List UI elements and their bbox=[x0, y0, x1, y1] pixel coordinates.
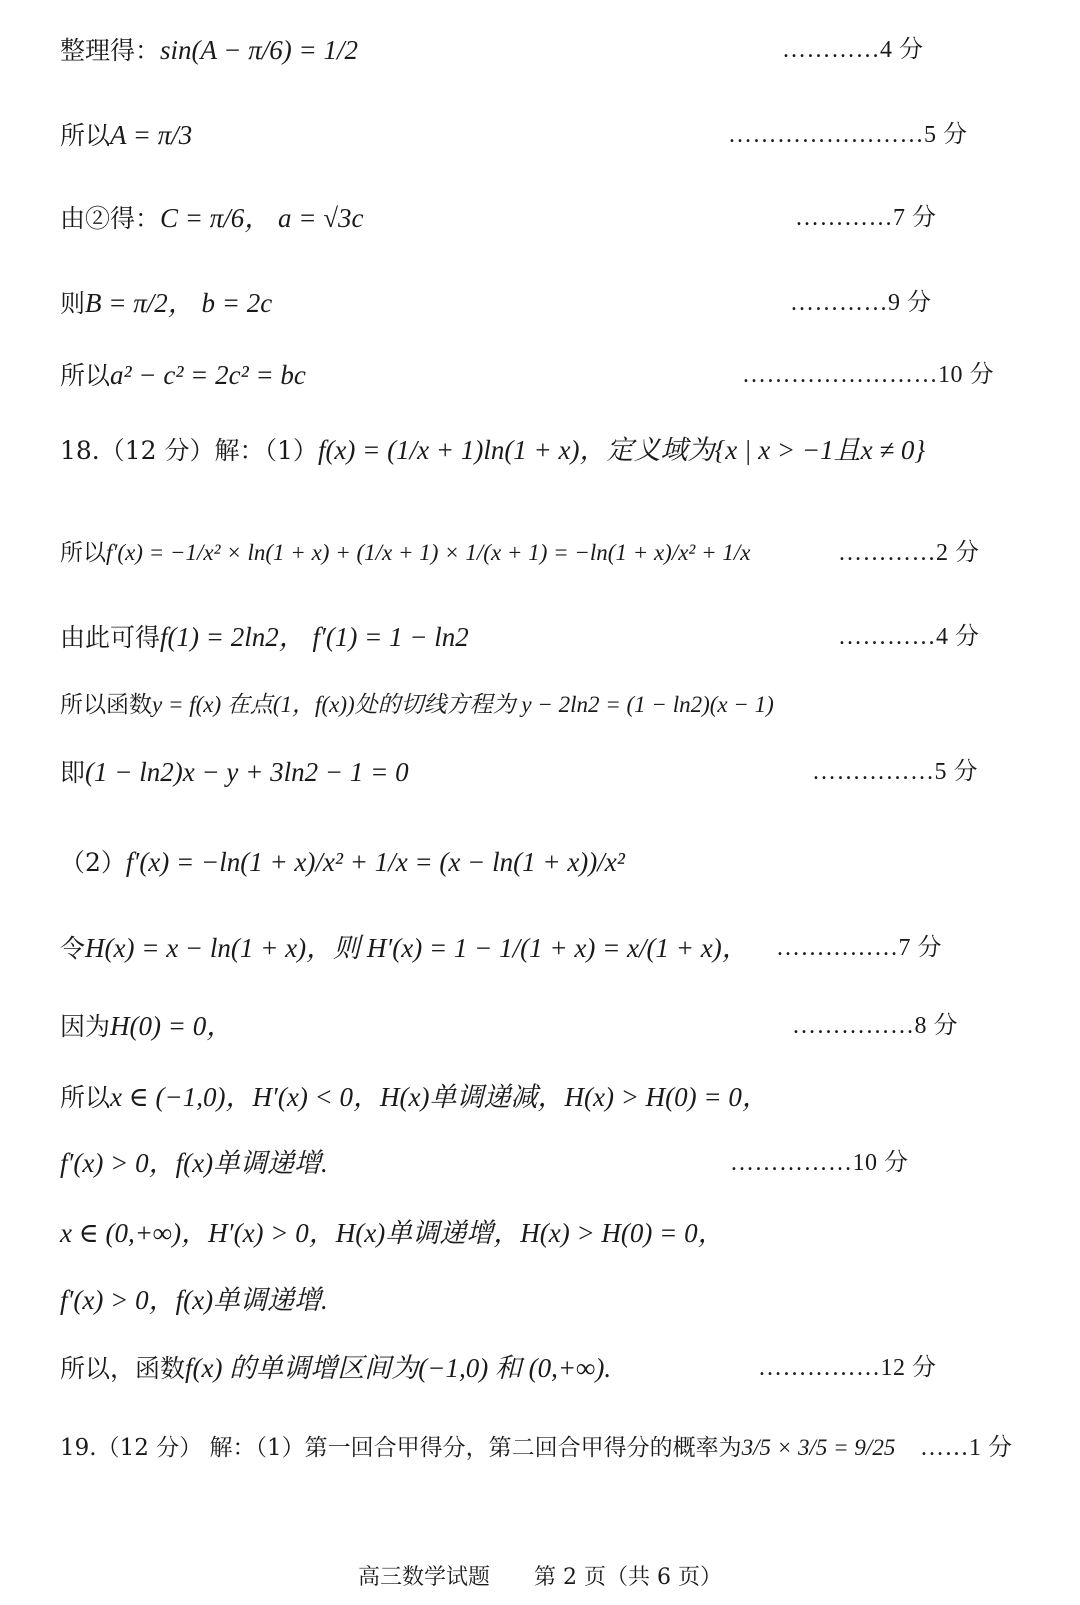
solution-line bbox=[60, 115, 1020, 156]
score-mark: ……………8 分 bbox=[792, 1013, 958, 1039]
solution-line bbox=[60, 30, 1020, 71]
line-prefix: 即 bbox=[60, 758, 86, 787]
line-prefix: 所以 bbox=[60, 540, 106, 566]
solution-line bbox=[60, 842, 1020, 883]
score-mark: ……………7 分 bbox=[776, 935, 942, 961]
score-mark: …………4 分 bbox=[782, 37, 924, 63]
formula: H(0) = 0， bbox=[110, 1011, 234, 1041]
score-mark: ……1 分 bbox=[920, 1435, 1013, 1461]
line-prefix: 所以 bbox=[60, 121, 111, 150]
formula: f(x) = (1/x + 1)ln(1 + x)，定义域为{x | x > −1且x ≠ 0} bbox=[317, 435, 926, 465]
page-footer: 高三数学试题 第 2 页（共 6 页） bbox=[358, 1565, 722, 1590]
solution-line bbox=[60, 1348, 1020, 1389]
score-mark: ……………5 分 bbox=[812, 759, 978, 785]
solution-line bbox=[60, 617, 1020, 658]
line-prefix: 19.（12 分） 解：（1）第一回合甲得分，第二回合甲得分的概率为 bbox=[60, 1435, 742, 1461]
formula: f′(x) = −1/x² × ln(1 + x) + (1/x + 1) × 1/(x + 1) = −ln(1 + x)/x² + 1/x bbox=[106, 540, 751, 565]
formula: a² − c² = 2c² = bc bbox=[110, 360, 306, 390]
line-prefix: 由此可得 bbox=[60, 623, 161, 652]
score-mark: ……………10 分 bbox=[730, 1150, 909, 1176]
score-mark: …………7 分 bbox=[795, 205, 937, 231]
formula: f′(x) > 0，f(x)单调递增. bbox=[60, 1148, 328, 1178]
line-prefix: 所以函数 bbox=[60, 692, 152, 718]
score-mark: …………2 分 bbox=[838, 540, 980, 566]
formula: 3/5 × 3/5 = 9/25 bbox=[741, 1435, 896, 1460]
line-prefix: 因为 bbox=[60, 1012, 111, 1041]
line-prefix: 所以 bbox=[60, 1083, 111, 1112]
formula: f(x) 的单调增区间为(−1,0) 和 (0,+∞). bbox=[185, 1353, 612, 1383]
formula: C = π/6， a = √3c bbox=[160, 203, 364, 233]
formula: B = π/2， b = 2c bbox=[85, 288, 273, 318]
solution-line bbox=[60, 1213, 1020, 1254]
line-prefix: 由②得： bbox=[60, 204, 161, 233]
formula: f(1) = 2ln2， f′(1) = 1 − ln2 bbox=[160, 622, 469, 652]
line-prefix: 所以，函数 bbox=[60, 1354, 186, 1383]
solution-line bbox=[60, 1077, 1020, 1118]
score-mark: ……………………5 分 bbox=[728, 122, 968, 148]
solution-line bbox=[60, 355, 1020, 396]
formula: y = f(x) 在点(1，f(x))处的切线方程为 y − 2ln2 = (1 − ln2)(x − 1) bbox=[152, 692, 774, 717]
solution-line bbox=[60, 752, 1020, 793]
line-prefix: 所以 bbox=[60, 361, 111, 390]
solution-line bbox=[60, 1428, 1020, 1468]
line-prefix: 整理得： bbox=[60, 36, 161, 65]
formula: (1 − ln2)x − y + 3ln2 − 1 = 0 bbox=[85, 757, 409, 787]
formula: A = π/3 bbox=[110, 120, 193, 150]
solution-line bbox=[60, 198, 1020, 239]
score-mark: …………9 分 bbox=[790, 290, 932, 316]
formula: H(x) = x − ln(1 + x)，则 H′(x) = 1 − 1/(1 + x) = x/(1 + x)， bbox=[85, 933, 749, 963]
formula: x ∈ (0,+∞)，H′(x) > 0，H(x)单调递增，H(x) > H(0) = 0， bbox=[60, 1218, 725, 1248]
formula: f′(x) = −ln(1 + x)/x² + 1/x = (x − ln(1 + x))/x² bbox=[125, 847, 625, 877]
score-mark: …………4 分 bbox=[838, 624, 980, 650]
solution-line bbox=[60, 1143, 1020, 1184]
line-prefix: 则 bbox=[60, 289, 86, 318]
line-prefix: （2） bbox=[60, 848, 126, 877]
score-mark: ……………………10 分 bbox=[742, 362, 994, 388]
solution-line bbox=[60, 283, 1020, 324]
formula: x ∈ (−1,0)，H′(x) < 0，H(x)单调递减，H(x) > H(0) = 0， bbox=[110, 1082, 769, 1112]
formula: f′(x) > 0，f(x)单调递增. bbox=[60, 1285, 328, 1315]
solution-line bbox=[60, 1280, 1020, 1321]
line-prefix: 令 bbox=[60, 934, 86, 963]
solution-line bbox=[60, 685, 1020, 725]
score-mark: ……………12 分 bbox=[758, 1355, 937, 1381]
solution-line bbox=[60, 533, 1020, 573]
line-prefix: 18.（12 分）解：（1） bbox=[60, 436, 318, 465]
solution-line bbox=[60, 928, 1020, 969]
formula: sin(A − π/6) = 1/2 bbox=[160, 35, 358, 65]
solution-line bbox=[60, 430, 1020, 471]
solution-line bbox=[60, 1006, 1020, 1047]
